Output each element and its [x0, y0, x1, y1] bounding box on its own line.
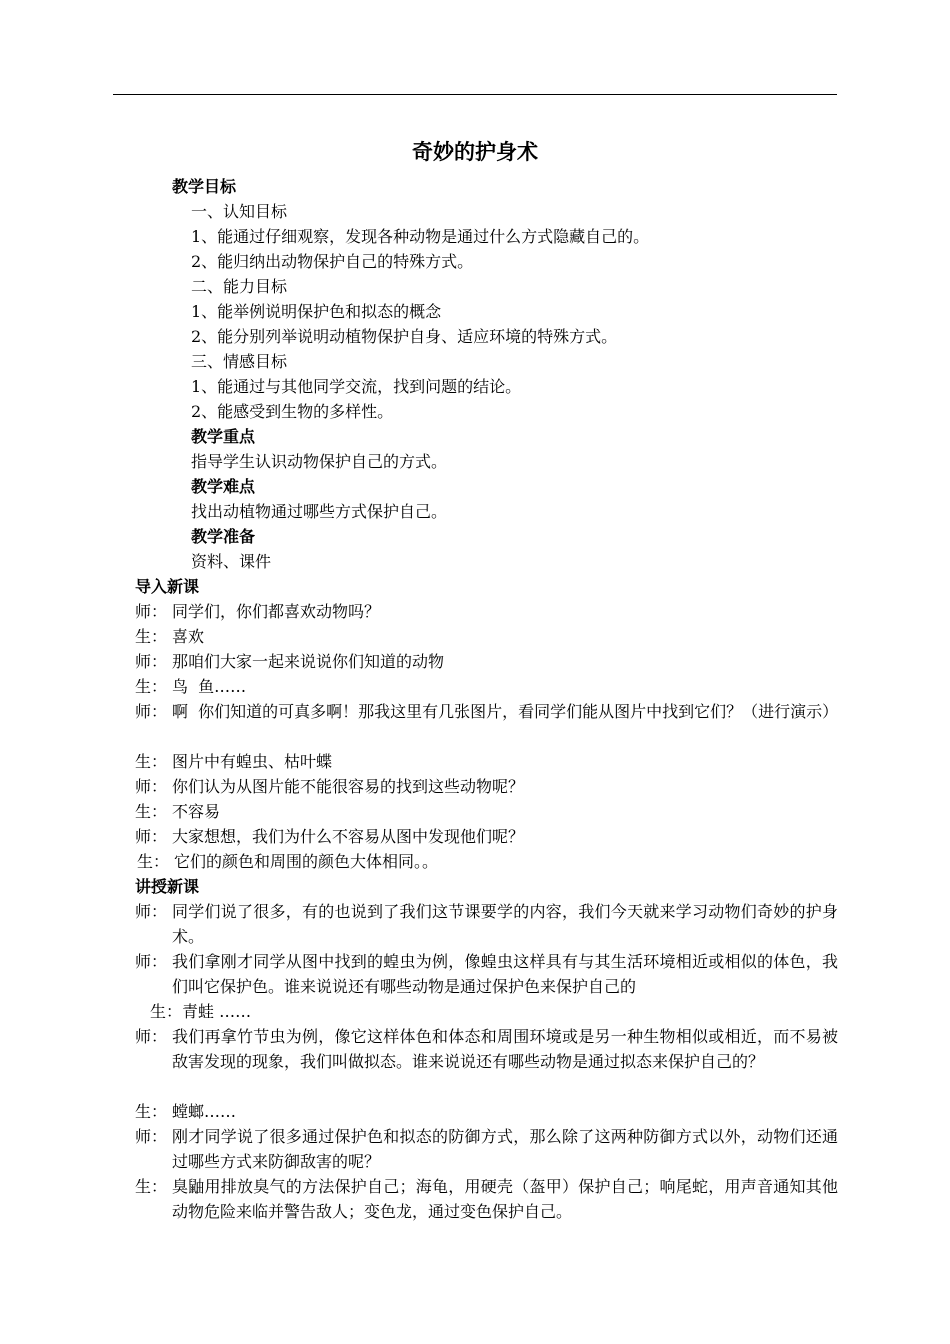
cognitive-item: 2、能归纳出动物保护自己的特殊方式。	[191, 252, 474, 271]
dialogue-line	[135, 699, 838, 724]
ability-item: 1、能举例说明保护色和拟态的概念	[191, 302, 442, 321]
dialogue-text: 喜欢	[172, 627, 205, 646]
speaker-label: 生：	[135, 1177, 168, 1196]
dialogue-text: 那咱们大家一起来说说你们知道的动物	[172, 652, 445, 671]
dialogue-line	[135, 1124, 838, 1174]
emotion-item: 2、能感受到生物的多样性。	[191, 402, 394, 421]
ability-item: 2、能分别列举说明动植物保护自身、适应环境的特殊方式。	[191, 327, 618, 346]
speaker-label: 师：	[135, 1027, 168, 1046]
dialogue-line	[135, 624, 838, 649]
dialogue-text: 我们再拿竹节虫为例，像它这样体色和体态和周围环境或是另一种生物相似或相近，而不易被敌害发现的现象，我们叫做拟态。谁来说说还有哪些动物是通过拟态来保护自己的？	[172, 1027, 838, 1071]
speaker-label: 生：	[135, 677, 168, 696]
dialogue-line	[135, 749, 838, 774]
lecture-heading: 讲授新课	[135, 877, 200, 896]
dialogue-line	[135, 824, 838, 849]
dialogue-text: 同学们，你们都喜欢动物吗？	[172, 602, 381, 621]
intro-heading: 导入新课	[135, 577, 200, 596]
dialogue-line	[150, 999, 251, 1024]
dialogue-text: 同学们说了很多，有的也说到了我们这节课要学的内容，我们今天就来学习动物们奇妙的护身术。	[172, 902, 838, 946]
speaker-label: 师：	[135, 827, 168, 846]
speaker-label: 生：	[137, 852, 170, 871]
speaker-label: 师：	[135, 1127, 168, 1146]
speaker-label: 生：	[135, 802, 168, 821]
speaker-label: 师：	[135, 602, 168, 621]
emotion-heading: 三、情感目标	[191, 352, 288, 371]
dialogue-line	[135, 599, 838, 624]
key-point-text: 指导学生认识动物保护自己的方式。	[191, 452, 448, 471]
preparation-heading: 教学准备	[191, 527, 256, 546]
speaker-label: 生：	[135, 627, 168, 646]
dialogue-line	[135, 649, 838, 674]
speaker-label: 师：	[135, 952, 168, 971]
speaker-label: 生：	[150, 1002, 183, 1021]
dialogue-line	[135, 774, 838, 799]
objectives-heading: 教学目标	[172, 177, 237, 196]
dialogue-line	[137, 849, 840, 874]
dialogue-line	[135, 899, 838, 949]
speaker-label: 师：	[135, 902, 168, 921]
dialogue-text: 鸟 鱼……	[172, 677, 247, 696]
dialogue-text: 青蛙 ……	[182, 1002, 252, 1021]
dialogue-text: 臭鼬用排放臭气的方法保护自己；海龟，用硬壳（盔甲）保护自己；响尾蛇，用声音通知其他动物危险来临并警告敌人；变色龙，通过变色保护自己。	[172, 1177, 838, 1221]
speaker-label: 生：	[135, 752, 168, 771]
dialogue-line	[135, 1174, 838, 1224]
dialogue-line	[135, 1024, 838, 1074]
dialogue-text: 大家想想，我们为什么不容易从图中发现他们呢？	[172, 827, 525, 846]
header-rule	[113, 94, 837, 95]
dialogue-text: 你们认为从图片能不能很容易的找到这些动物呢？	[172, 777, 525, 796]
dialogue-text: 不容易	[172, 802, 221, 821]
speaker-label: 生：	[135, 1102, 168, 1121]
ability-heading: 二、能力目标	[191, 277, 288, 296]
speaker-label: 师：	[135, 702, 168, 721]
dialogue-line	[135, 674, 838, 699]
dialogue-line	[135, 1099, 838, 1124]
cognitive-heading: 一、认知目标	[191, 202, 288, 221]
speaker-label: 师：	[135, 777, 168, 796]
preparation-text: 资料、课件	[191, 552, 272, 571]
dialogue-line	[135, 799, 838, 824]
difficulty-text: 找出动植物通过哪些方式保护自己。	[191, 502, 448, 521]
key-point-heading: 教学重点	[191, 427, 256, 446]
dialogue-text: 我们拿刚才同学从图中找到的蝗虫为例，像蝗虫这样具有与其生活环境相近或相似的体色，我们叫它保护色。谁来说说还有哪些动物是通过保护色来保护自己的	[172, 952, 838, 996]
page-title: 奇妙的护身术	[412, 140, 538, 164]
dialogue-text: 图片中有蝗虫、枯叶蝶	[172, 752, 333, 771]
cognitive-item: 1、能通过仔细观察，发现各种动物是通过什么方式隐藏自己的。	[191, 227, 650, 246]
dialogue-text: 啊 你们知道的可真多啊！那我这里有几张图片，看同学们能从图片中找到它们？（进行演示）	[172, 702, 839, 721]
difficulty-heading: 教学难点	[191, 477, 256, 496]
dialogue-text: 它们的颜色和周围的颜色大体相同。。	[174, 852, 439, 871]
dialogue-line	[135, 949, 838, 999]
speaker-label: 师：	[135, 652, 168, 671]
dialogue-text: 刚才同学说了很多通过保护色和拟态的防御方式，那么除了这两种防御方式以外，动物们还通过哪些方式来防御敌害的呢？	[172, 1127, 838, 1171]
emotion-item: 1、能通过与其他同学交流，找到问题的结论。	[191, 377, 522, 396]
dialogue-text: 螳螂……	[172, 1102, 237, 1121]
